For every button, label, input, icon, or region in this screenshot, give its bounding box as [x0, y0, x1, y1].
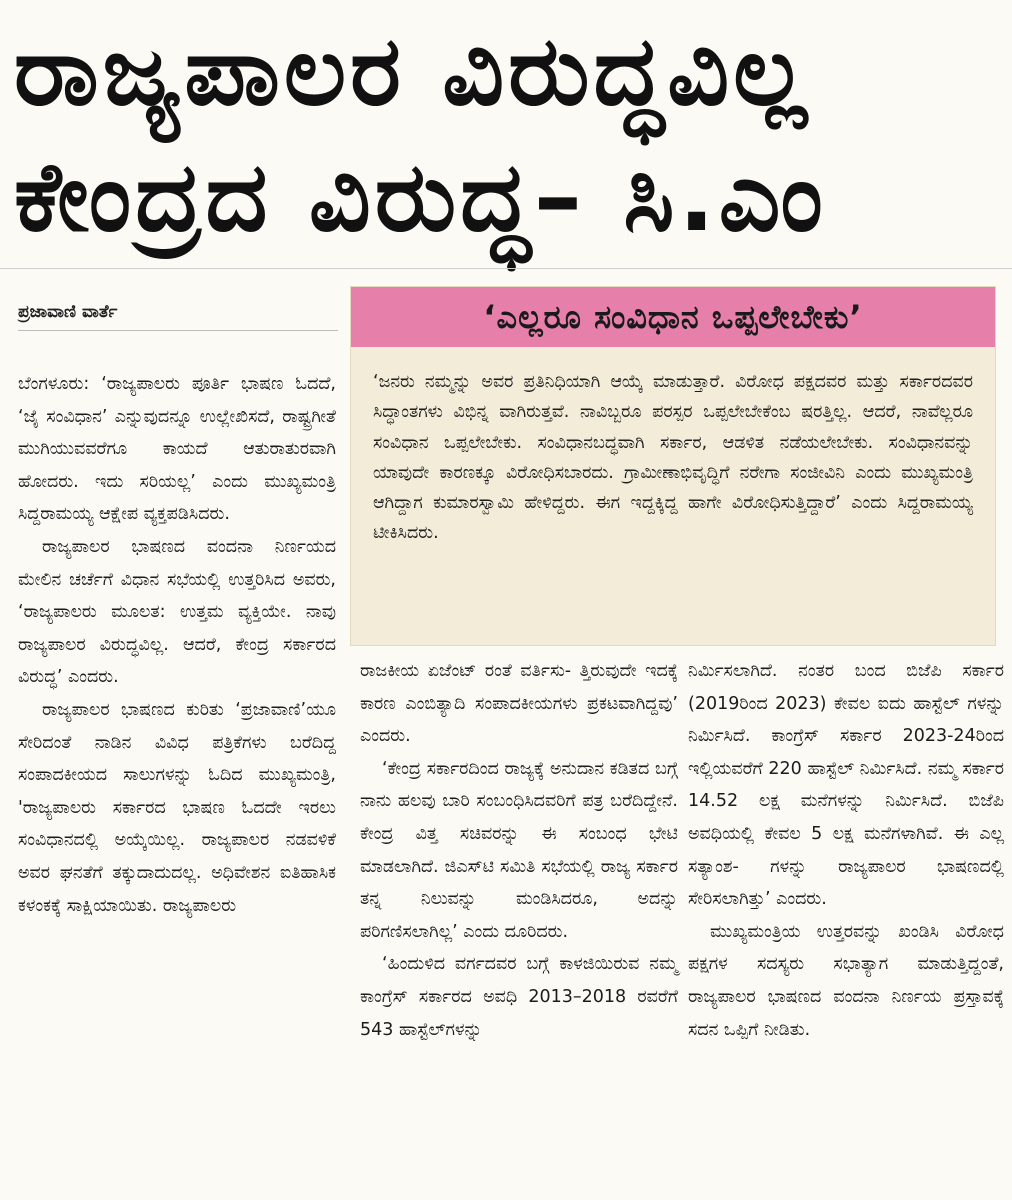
byline: ಪ್ರಜಾವಾಣಿ ವಾರ್ತೆ	[18, 302, 338, 331]
quote-box	[350, 286, 996, 646]
article-column-1	[18, 368, 336, 922]
paragraph: ನಿರ್ಮಿಸಲಾಗಿದೆ. ನಂತರ ಬಂದ ಬಿಜೆಪಿ ಸರ್ಕಾರ (2019ರಿಂದ 2023) ಕೇವಲ ಐದು ಹಾಸ್ಟೆಲ್ ಗಳನ್ನು ನಿರ್ಮಿಸಿದೆ. ಕಾಂಗ್ರೆಸ್ ಸರ್ಕಾರ 2023-24ರಿಂದ ಇಲ್ಲಿಯವರೆಗೆ 220 ಹಾಸ್ಟೆಲ್ ನಿರ್ಮಿಸಿದೆ. ನಮ್ಮ ಸರ್ಕಾರ 14.52 ಲಕ್ಷ ಮನೆಗಳನ್ನು ನಿರ್ಮಿಸಿದೆ. ಬಿಜೆಪಿ ಅವಧಿಯಲ್ಲಿ ಕೇವಲ 5 ಲಕ್ಷ ಮನೆಗಳಾಗಿವೆ. ಈ ಎಲ್ಲ ಸತ್ಯಾಂಶ- ಗಳನ್ನು ರಾಜ್ಯಪಾಲರ ಭಾಷಣದಲ್ಲಿ ಸೇರಿಸಲಾಗಿತ್ತು’ ಎಂದರು.	[688, 661, 1004, 910]
divider	[0, 268, 1012, 269]
quote-box-text	[373, 367, 973, 549]
paragraph: ಬೆಂಗಳೂರು: ‘ರಾಜ್ಯಪಾಲರು ಪೂರ್ತಿ ಭಾಷಣ ಓದದೆ, ‘ಜೈ ಸಂವಿಧಾನ’ ಎನ್ನುವುದನ್ನೂ ಉಲ್ಲೇಖಿಸದೆ, ರಾಷ್ಟ್ರಗೀತೆ ಮುಗಿಯುವವರೆಗೂ ಕಾಯದೆ ಆತುರಾತುರವಾಗಿ ಹೋದರು. ಇದು ಸರಿಯಲ್ಲ’ ಎಂದು ಮುಖ್ಯಮಂತ್ರಿ ಸಿದ್ದರಾಮಯ್ಯ ಆಕ್ಷೇಪ ವ್ಯಕ್ತಪಡಿಸಿದರು.	[18, 374, 336, 525]
paragraph: ರಾಜಕೀಯ ಏಜೆಂಟ್ ರಂತೆ ವರ್ತಿಸು- ತ್ತಿರುವುದೇ ಇದಕ್ಕೆ ಕಾರಣ ಎಂಬಿತ್ಯಾದಿ ಸಂಪಾದಕೀಯಗಳು ಪ್ರಕಟವಾಗಿದ್ದವು’ ಎಂದರು.	[360, 661, 678, 747]
paragraph: ಮುಖ್ಯಮಂತ್ರಿಯ ಉತ್ತರವನ್ನು ಖಂಡಿಸಿ ವಿರೋಧ ಪಕ್ಷಗಳ ಸದಸ್ಯರು ಸಭಾತ್ಯಾಗ ಮಾಡುತ್ತಿದ್ದಂತೆ, ರಾಜ್ಯಪಾಲರ ಭಾಷಣದ ವಂದನಾ ನಿರ್ಣಯ ಪ್ರಸ್ತಾವಕ್ಕೆ ಸದನ ಒಪ್ಪಿಗೆ ನೀಡಿತು.	[688, 921, 1004, 1040]
article-column-2	[360, 655, 678, 1046]
paragraph: ‘ಹಿಂದುಳಿದ ವರ್ಗದವರ ಬಗ್ಗೆ ಕಾಳಜಿಯಿರುವ ನಮ್ಮ ಕಾಂಗ್ರೆಸ್ ಸರ್ಕಾರದ ಅವಧಿ 2013–2018 ರವರೆಗೆ 543 ಹಾಸ್ಟೆಲ್‌ಗಳನ್ನು	[360, 954, 678, 1040]
article-column-3	[688, 655, 1004, 1046]
quote-box-paragraph: ‘ಜನರು ನಮ್ಮನ್ನು ಅವರ ಪ್ರತಿನಿಧಿಯಾಗಿ ಆಯ್ಕೆ ಮಾಡುತ್ತಾರೆ. ವಿರೋಧ ಪಕ್ಷದವರ ಮತ್ತು ಸರ್ಕಾರದವರ ಸಿದ್ಧಾಂತಗಳು ವಿಭಿನ್ನ ವಾಗಿರುತ್ತವೆ. ನಾವಿಬ್ಬರೂ ಪರಸ್ಪರ ಒಪ್ಪಲೇಬೇಕೆಂಬ ಷರತ್ತಿಲ್ಲ. ಆದರೆ, ನಾವೆಲ್ಲರೂ ಸಂವಿಧಾನ ಒಪ್ಪಲೇಬೇಕು. ಸಂವಿಧಾನಬದ್ಧವಾಗಿ ಸರ್ಕಾರ, ಆಡಳಿತ ನಡೆಯಲೇಬೇಕು. ಸಂವಿಧಾನವನ್ನು ಯಾವುದೇ ಕಾರಣಕ್ಕೂ ವಿರೋಧಿಸಬಾರದು. ಗ್ರಾಮೀಣಾಭಿವೃದ್ಧಿಗೆ ನರೇಗಾ ಸಂಜೀವಿನಿ ಎಂದು ಮುಖ್ಯಮಂತ್ರಿ ಆಗಿದ್ದಾಗ ಕುಮಾರಸ್ವಾಮಿ ಹೇಳಿದ್ದರು. ಈಗ ಇದ್ದಕ್ಕಿದ್ದ ಹಾಗೇ ವಿರೋಧಿಸುತ್ತಿದ್ದಾರೆ’ ಎಂದು ಸಿದ್ದರಾಮಯ್ಯ ಟೀಕಿಸಿದರು.	[373, 372, 973, 544]
headline	[14, 8, 998, 260]
paragraph: ರಾಜ್ಯಪಾಲರ ಭಾಷಣದ ವಂದನಾ ನಿರ್ಣಯದ ಮೇಲಿನ ಚರ್ಚೆಗೆ ವಿಧಾನ ಸಭೆಯಲ್ಲಿ ಉತ್ತರಿಸಿದ ಅವರು, ‘ರಾಜ್ಯಪಾಲರು ಮೂಲತ: ಉತ್ತಮ ವ್ಯಕ್ತಿಯೇ. ನಾವು ರಾಜ್ಯಪಾಲರ ವಿರುದ್ಧವಿಲ್ಲ. ಆದರೆ, ಕೇಂದ್ರ ಸರ್ಕಾರದ ವಿರುದ್ಧ’ ಎಂದರು.	[18, 536, 336, 688]
paragraph: ರಾಜ್ಯಪಾಲರ ಭಾಷಣದ ಕುರಿತು ‘ಪ್ರಜಾವಾಣಿ’ಯೂ ಸೇರಿದಂತೆ ನಾಡಿನ ವಿವಿಧ ಪತ್ರಿಕೆಗಳು ಬರೆದಿದ್ದ ಸಂಪಾದಕೀಯದ ಸಾಲುಗಳನ್ನು ಓದಿದ ಮುಖ್ಯಮಂತ್ರಿ, 'ರಾಜ್ಯಪಾಲರು ಸರ್ಕಾರದ ಭಾಷಣ ಓದದೇ ಇರಲು ಸಂವಿಧಾನದಲ್ಲಿ ಅಯ್ಕೆಯಿಲ್ಲ. ರಾಜ್ಯಪಾಲರ ನಡವಳಿಕೆ ಅವರ ಘನತೆಗೆ ತಕ್ಕುದಾದುದಲ್ಲ. ಅಧಿವೇಶನ ಐತಿಹಾಸಿಕ ಕಳಂಕಕ್ಕೆ ಸಾಕ್ಷಿಯಾಯಿತು. ರಾಜ್ಯಪಾಲರು	[18, 699, 336, 916]
quote-box-title: ‘ಎಲ್ಲರೂ ಸಂವಿಧಾನ ಒಪ್ಪಲೇಬೇಕು’	[351, 287, 995, 347]
headline-line-2: ಕೇಂದ್ರದ ವಿರುದ್ಧ– ಸಿ.ಎಂ	[14, 141, 827, 253]
headline-line-1: ರಾಜ್ಯಪಾಲರ ವಿರುದ್ಧವಿಲ್ಲ	[14, 15, 811, 127]
paragraph: ‘ಕೇಂದ್ರ ಸರ್ಕಾರದಿಂದ ರಾಜ್ಯಕ್ಕೆ ಅನುದಾನ ಕಡಿತದ ಬಗ್ಗೆ ನಾನು ಹಲವು ಬಾರಿ ಸಂಬಂಧಿಸಿದವರಿಗೆ ಪತ್ರ ಬರೆದಿದ್ದೇನೆ. ಕೇಂದ್ರ ವಿತ್ತ ಸಚಿವರನ್ನು ಈ ಸಂಬಂಧ ಭೇಟಿ ಮಾಡಲಾಗಿದೆ. ಜಿಎಸ್‌ಟಿ ಸಮಿತಿ ಸಭೆಯಲ್ಲಿ ರಾಜ್ಯ ಸರ್ಕಾರ ತನ್ನ ನಿಲುವನ್ನು ಮಂಡಿಸಿದರೂ, ಅದನ್ನು ಪರಿಗಣಿಸಲಾಗಿಲ್ಲ’ ಎಂದು ದೂರಿದರು.	[360, 758, 678, 942]
